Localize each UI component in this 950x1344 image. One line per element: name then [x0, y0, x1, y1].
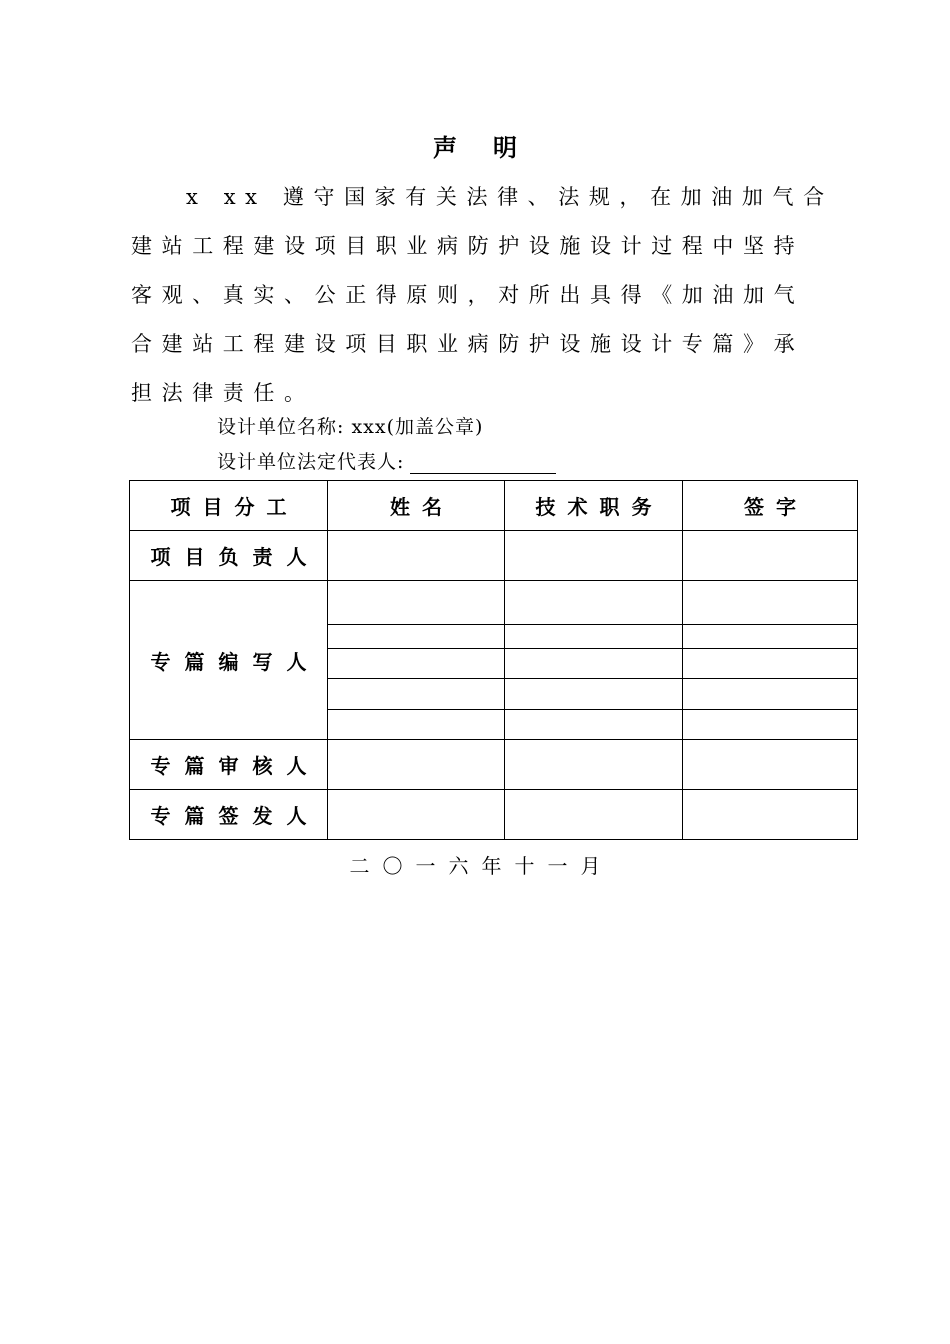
title-cell[interactable] [505, 679, 683, 710]
legal-representative-row [217, 447, 556, 474]
legal-representative-label: 设计单位法定代表人: [217, 451, 405, 473]
name-cell[interactable] [328, 740, 505, 790]
signature-cell[interactable] [683, 625, 858, 649]
role-writer: 专篇编写人 [130, 581, 328, 740]
document-date: 二〇一六年十一月 [349, 854, 614, 878]
signature-cell[interactable] [683, 531, 858, 581]
signature-cell[interactable] [683, 649, 858, 679]
header-signature: 签字 [683, 481, 858, 531]
name-cell[interactable] [328, 679, 505, 710]
name-cell[interactable] [328, 790, 505, 840]
title-cell[interactable] [505, 740, 683, 790]
name-cell[interactable] [328, 649, 505, 679]
legal-representative-signature-line[interactable] [410, 455, 556, 474]
title-cell[interactable] [505, 710, 683, 740]
statement-line-5: 担法律责任。 [131, 381, 315, 405]
signature-cell[interactable] [683, 790, 858, 840]
signature-cell[interactable] [683, 740, 858, 790]
role-project-lead: 项目负责人 [130, 531, 328, 581]
design-unit-name: 设计单位名称: xxx(加盖公章) [217, 416, 484, 438]
signature-cell[interactable] [683, 710, 858, 740]
title-cell[interactable] [505, 581, 683, 625]
name-cell[interactable] [328, 531, 505, 581]
header-title: 技术职务 [505, 481, 683, 531]
title-cell[interactable] [505, 790, 683, 840]
staff-signature-table [129, 480, 858, 840]
title-cell[interactable] [505, 649, 683, 679]
statement-line-3: 客观、真实、公正得原则，对所出具得《加油加气 [131, 283, 805, 307]
title-cell[interactable] [505, 625, 683, 649]
signature-cell[interactable] [683, 581, 858, 625]
header-division: 项目分工 [130, 481, 328, 531]
role-issuer: 专篇签发人 [130, 790, 328, 840]
role-reviewer: 专篇审核人 [130, 740, 328, 790]
statement-line-1: x xx 遵守国家有关法律、法规，在加油加气合 [186, 185, 834, 209]
document-title: 声明 [433, 133, 553, 162]
title-cell[interactable] [505, 531, 683, 581]
statement-line-2: 建站工程建设项目职业病防护设施设计过程中坚持 [131, 234, 805, 258]
signature-cell[interactable] [683, 679, 858, 710]
statement-line-4: 合建站工程建设项目职业病防护设施设计专篇》承 [131, 332, 805, 356]
name-cell[interactable] [328, 625, 505, 649]
name-cell[interactable] [328, 581, 505, 625]
header-name: 姓名 [328, 481, 505, 531]
name-cell[interactable] [328, 710, 505, 740]
